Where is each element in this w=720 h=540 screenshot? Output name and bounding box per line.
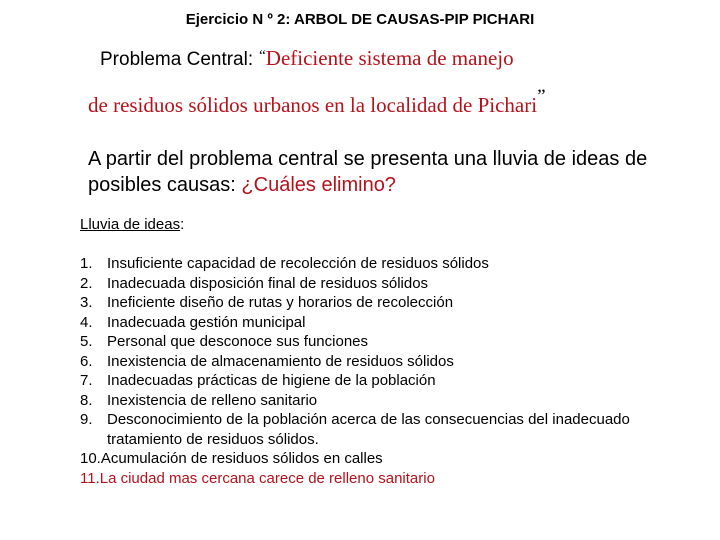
intro-paragraph [88, 146, 688, 198]
item-number: 6. [80, 352, 93, 370]
item-number: 4. [80, 313, 93, 331]
lluvia-label: Lluvia de ideas [80, 216, 181, 233]
list-item [80, 391, 660, 411]
item-text: Ineficiente diseño de rutas y horarios de recolección [107, 294, 454, 311]
intro-text: A partir del problema central se presenta una lluvia de ideas de posibles causas: [88, 148, 648, 196]
item-number: 2. [80, 274, 93, 292]
item-text: Desconocimiento de la población acerca de las consecuencias del inadecuado tratamiento de residuos sólidos. [107, 411, 630, 448]
problem-text-line2: de residuos sólidos urbanos en la localidad de Pichari [88, 93, 538, 117]
item-text: Inadecuada disposición final de residuos sólidos [107, 274, 429, 292]
item-number: 11. [80, 469, 100, 487]
list-item [80, 274, 660, 294]
list-item [80, 410, 660, 449]
list-item [80, 352, 660, 372]
item-text: Acumulación de residuos sólidos en calles [100, 450, 383, 467]
item-number: 8. [80, 391, 93, 409]
causes-list [80, 254, 660, 488]
lluvia-heading [80, 216, 184, 233]
item-number: 5. [80, 333, 93, 350]
list-item [80, 254, 660, 274]
list-item [80, 449, 660, 469]
item-text: Inadecuada gestión municipal [107, 313, 306, 331]
open-quote: “ [259, 48, 266, 64]
list-item [80, 371, 660, 391]
intro-question: ¿Cuáles elimino? [241, 174, 396, 196]
item-number: 10. [80, 450, 101, 467]
list-item [80, 332, 660, 352]
lluvia-suffix: : [180, 216, 185, 233]
item-number: 7. [80, 372, 93, 389]
item-text: Inexistencia de relleno sanitario [107, 391, 318, 409]
problem-label: Problema Central: [100, 49, 254, 70]
item-text: Inexistencia de almacenamiento de residuos sólidos [107, 352, 454, 370]
item-text: Personal que desconoce sus funciones [107, 333, 369, 350]
item-text: Insuficiente capacidad de recolección de residuos sólidos [107, 255, 489, 272]
problem-continuation [88, 86, 546, 118]
close-quote: ” [537, 86, 546, 107]
item-text: Inadecuadas prácticas de higiene de la población [107, 372, 436, 389]
item-number: 9. [80, 411, 93, 428]
problem-text-line1: Deficiente sistema de manejo [265, 46, 514, 70]
problem-heading [100, 46, 514, 71]
list-item-highlighted [80, 469, 660, 489]
item-number: 3. [80, 294, 93, 311]
list-item [80, 313, 660, 333]
item-number: 1. [80, 255, 93, 272]
slide-title: Ejercicio N º 2: ARBOL DE CAUSAS-PIP PICHARI [185, 11, 535, 28]
item-text: La ciudad mas cercana carece de relleno sanitario [99, 469, 435, 487]
list-item [80, 293, 660, 313]
